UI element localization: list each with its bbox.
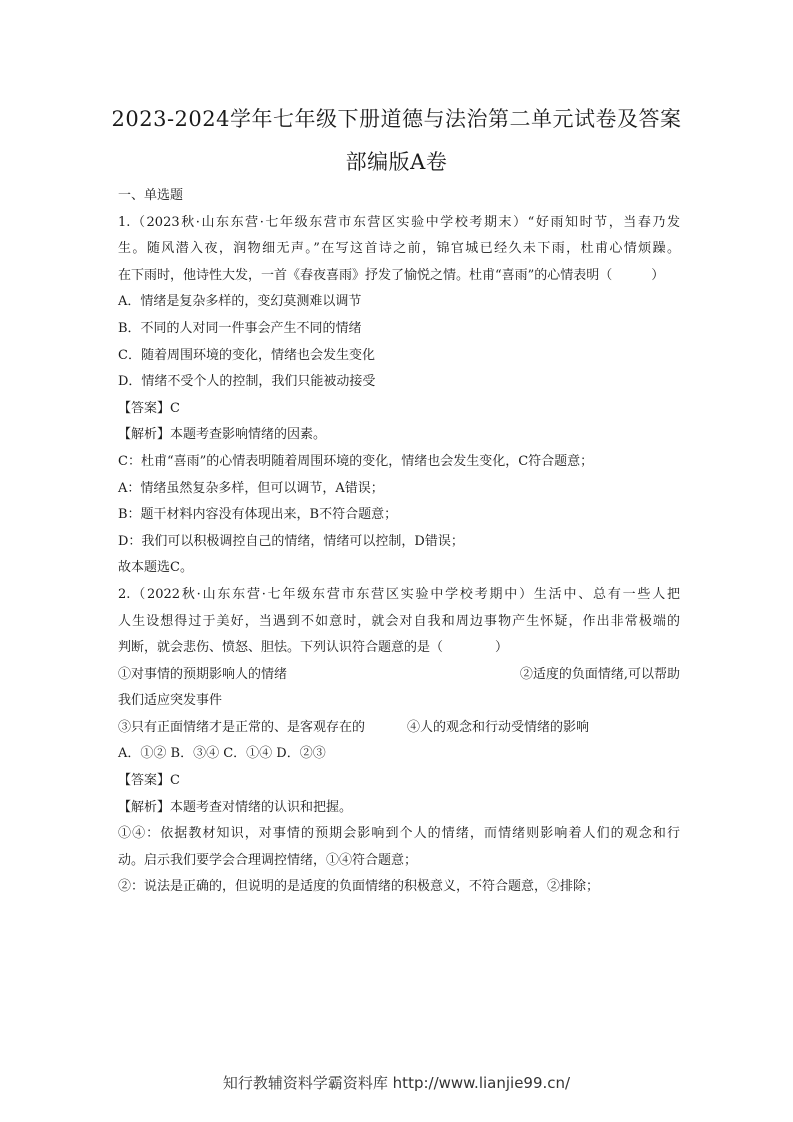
- q1-stem-line: 生。随风潜入夜，润物细无声。”在写这首诗之前，锦官城已经久未下雨，杜甫心情烦躁。: [118, 241, 680, 257]
- q1-option-c: C．随着周围环境的变化，情绪也会发生变化: [118, 347, 375, 363]
- q2-statement-2: ②适度的负面情绪,可以帮助: [519, 666, 680, 682]
- q2-statement-2-continued: 我们适应突发事件: [118, 693, 223, 709]
- q2-statement-row: [118, 715, 680, 742]
- q1-analysis-line: D：我们可以积极调控自己的情绪，情绪可以控制，D错误；: [118, 533, 464, 549]
- q2-stem-line: 2.（2022秋·山东东营·七年级东营市东营区实验中学校考期中）生活中、总有一些人把: [118, 586, 680, 602]
- q1-analysis-line: C：杜甫“喜雨”的心情表明随着周围环境的变化，情绪也会发生变化，C符合题意；: [118, 453, 594, 469]
- q2-statement-1: ①对事情的预期影响人的情绪: [118, 666, 288, 682]
- q2-answer: 【答案】C: [118, 773, 180, 789]
- section-heading: 一、单选题: [118, 188, 184, 203]
- q1-answer: 【答案】C: [118, 400, 180, 416]
- q1-analysis-line: 【解析】本题考查影响情绪的因素。: [118, 427, 327, 443]
- exam-content: [118, 183, 680, 901]
- q2-analysis-line: ②：说法是正确的，但说明的是适度的负面情绪的积极意义，不符合题意，②排除；: [118, 879, 600, 895]
- q1-option-b: B．不同的人对同一件事会产生不同的情绪: [118, 320, 362, 336]
- footer-watermark: 知行教辅资料学霸资料库 http://www.lianjie99.cn/: [222, 1074, 571, 1092]
- q2-choices: A．①② B．③④ C．①④ D．②③: [118, 746, 326, 762]
- q1-analysis-line: A：情绪虽然复杂多样，但可以调节，A错误；: [118, 480, 384, 496]
- q1-stem-line: 1.（2023秋·山东东营·七年级东营市东营区实验中学校考期末）“好雨知时节，当春乃发: [118, 214, 680, 230]
- q1-option-d: D．情绪不受个人的控制，我们只能被动接受: [118, 374, 376, 390]
- q2-analysis-line: 【解析】本题考查对情绪的认识和把握。: [118, 799, 353, 815]
- document-title: 2023-2024学年七年级下册道德与法治第二单元试卷及答案: [111, 107, 682, 131]
- q1-stem-line: 在下雨时，他诗性大发，一首《春夜喜雨》抒发了愉悦之情。杜甫“喜雨”的心情表明（ ）: [118, 267, 665, 283]
- q1-analysis-line: 故本题选C。: [118, 560, 193, 576]
- q2-statement-4: ④人的观念和行动受情绪的影响: [407, 719, 590, 735]
- q2-statement-row: [118, 662, 680, 689]
- q1-analysis-line: B：题干材料内容没有体现出来，B不符合题意；: [118, 507, 398, 523]
- document-subtitle: 部编版A卷: [345, 150, 448, 174]
- q1-option-a: A．情绪是复杂多样的，变幻莫测难以调节: [118, 294, 362, 310]
- q2-stem-line: 判断，就会悲伤、愤怒、胆怯。下列认识符合题意的是（ ）: [118, 640, 509, 656]
- q2-analysis-line: ①④：依据教材知识，对事情的预期会影响到个人的情绪，而情绪则影响着人们的观念和行: [118, 826, 680, 842]
- q2-analysis-line: 动。启示我们要学会合理调控情绪，①④符合题意；: [118, 852, 418, 868]
- q2-statement-3: ③只有正面情绪才是正常的、是客观存在的: [118, 719, 366, 735]
- q2-stem-line: 人生设想得过于美好，当遇到不如意时，就会对自我和周边事物产生怀疑，作出非常极端的: [118, 613, 680, 629]
